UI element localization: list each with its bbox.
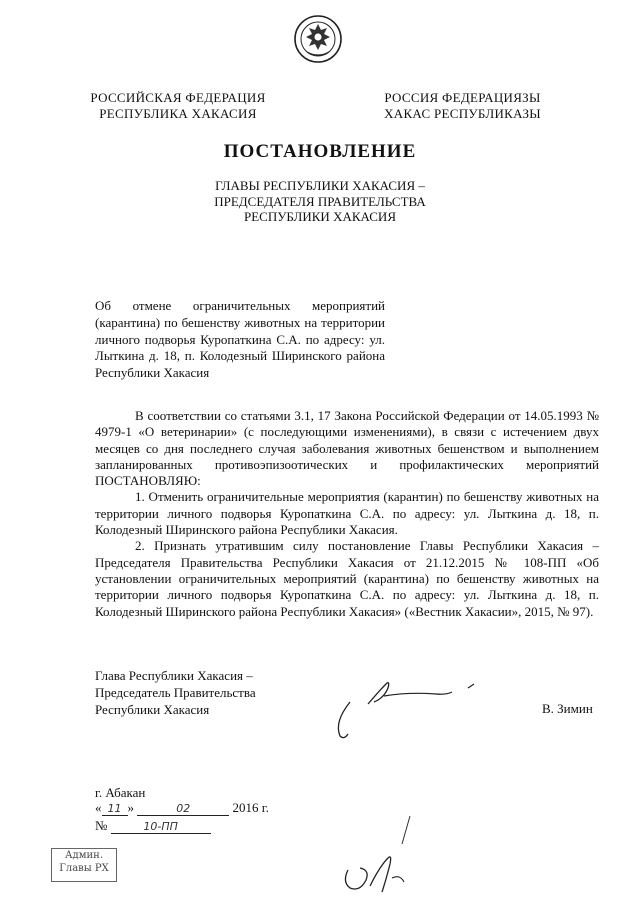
document-subject: Об отмене ограничительных мероприятий (карантина) по бешенству животных на территории личного подворья Куропаткина С.А. по адресу: ул. Лыткина д. 18, п. Колодезный Ширинского района Республики Хакасия [95,298,385,381]
item-1-paragraph: 1. Отменить ограничительные мероприятия (карантин) по бешенству животных на территории личного подворья Куропаткина С.А. по адресу: ул. Лыткина д. 18, п. Колодезный Ширинского района Республики Хакасия. [95,489,599,538]
issue-city: г. Абакан [95,785,146,800]
coat-of-arms-emblem [293,14,343,64]
header-republic-khakas: ХАКАС РЕСПУБЛИКАЗЫ [384,106,541,121]
position-line-3: Республики Хакасия [95,701,210,717]
header-republic-ru: РЕСПУБЛИКА ХАКАСИЯ [99,106,257,121]
issuer-line-1: ГЛАВЫ РЕСПУБЛИКИ ХАКАСИЯ – [215,178,425,193]
document-issuer [180,178,460,225]
issuer-line-3: РЕСПУБЛИКИ ХАКАСИЯ [243,209,396,224]
issue-date [95,800,269,816]
position-line-2: Председатель Правительства [95,684,256,700]
document-body [95,408,599,620]
date-year: 2016 г. [232,800,269,815]
header-country-ru: РОССИЙСКАЯ ФЕДЕРАЦИЯ [90,90,266,105]
signatory-position [95,668,256,718]
handwritten-initials [330,810,460,900]
stamp-line-1: Админ. [64,850,104,861]
item-2-paragraph: 2. Признать утратившим силу постановление Главы Республики Хакасия – Председателя Правительства Республики Хакасия от 21.12.2015 № 108-ПП «Об установлении ограничительных мероприятий (карантина) по бешенству животных на территории личного подворья Куропаткина С.А. по адресу: ул. Лыткина д. 18, п. Колодезный Ширинского района Республики Хакасия» («Вестник Хакасии», 2015, № 97). [95,538,599,619]
date-open-quote: « [95,800,102,815]
preamble-paragraph: В соответствии со статьями 3.1, 17 Закона Российской Федерации от 14.05.1993 № 4979-1 «О ветеринарии» (с последующими изменениями), в связи с истечением двух месяцев со дня последнего случая заболевания животных бешенством и выполнением запланированных противоэпизоотических и профилактических мероприятий ПОСТАНОВЛЯЮ: [95,408,599,489]
number-value: 10-ПП [111,820,211,834]
header-right-block [370,90,555,122]
registration-stamp [51,848,117,882]
signatory-name: В. Зимин [542,701,593,716]
position-line-1: Глава Республики Хакасия – [95,668,253,683]
header-country-khakas: РОССИЯ ФЕДЕРАЦИЯЗЫ [384,90,541,105]
stamp-line-2: Главы РХ [59,863,109,874]
document-title: ПОСТАНОВЛЕНИЕ [223,141,417,162]
date-close-quote: » [127,800,134,815]
number-prefix: № [95,818,108,833]
header-left-block [78,90,278,122]
date-day: 11 [102,802,128,816]
issuer-line-2: ПРЕДСЕДАТЕЛЯ ПРАВИТЕЛЬСТВА [214,193,426,209]
date-month: 02 [137,802,229,816]
handwritten-signature [328,672,488,742]
document-number [95,818,211,834]
